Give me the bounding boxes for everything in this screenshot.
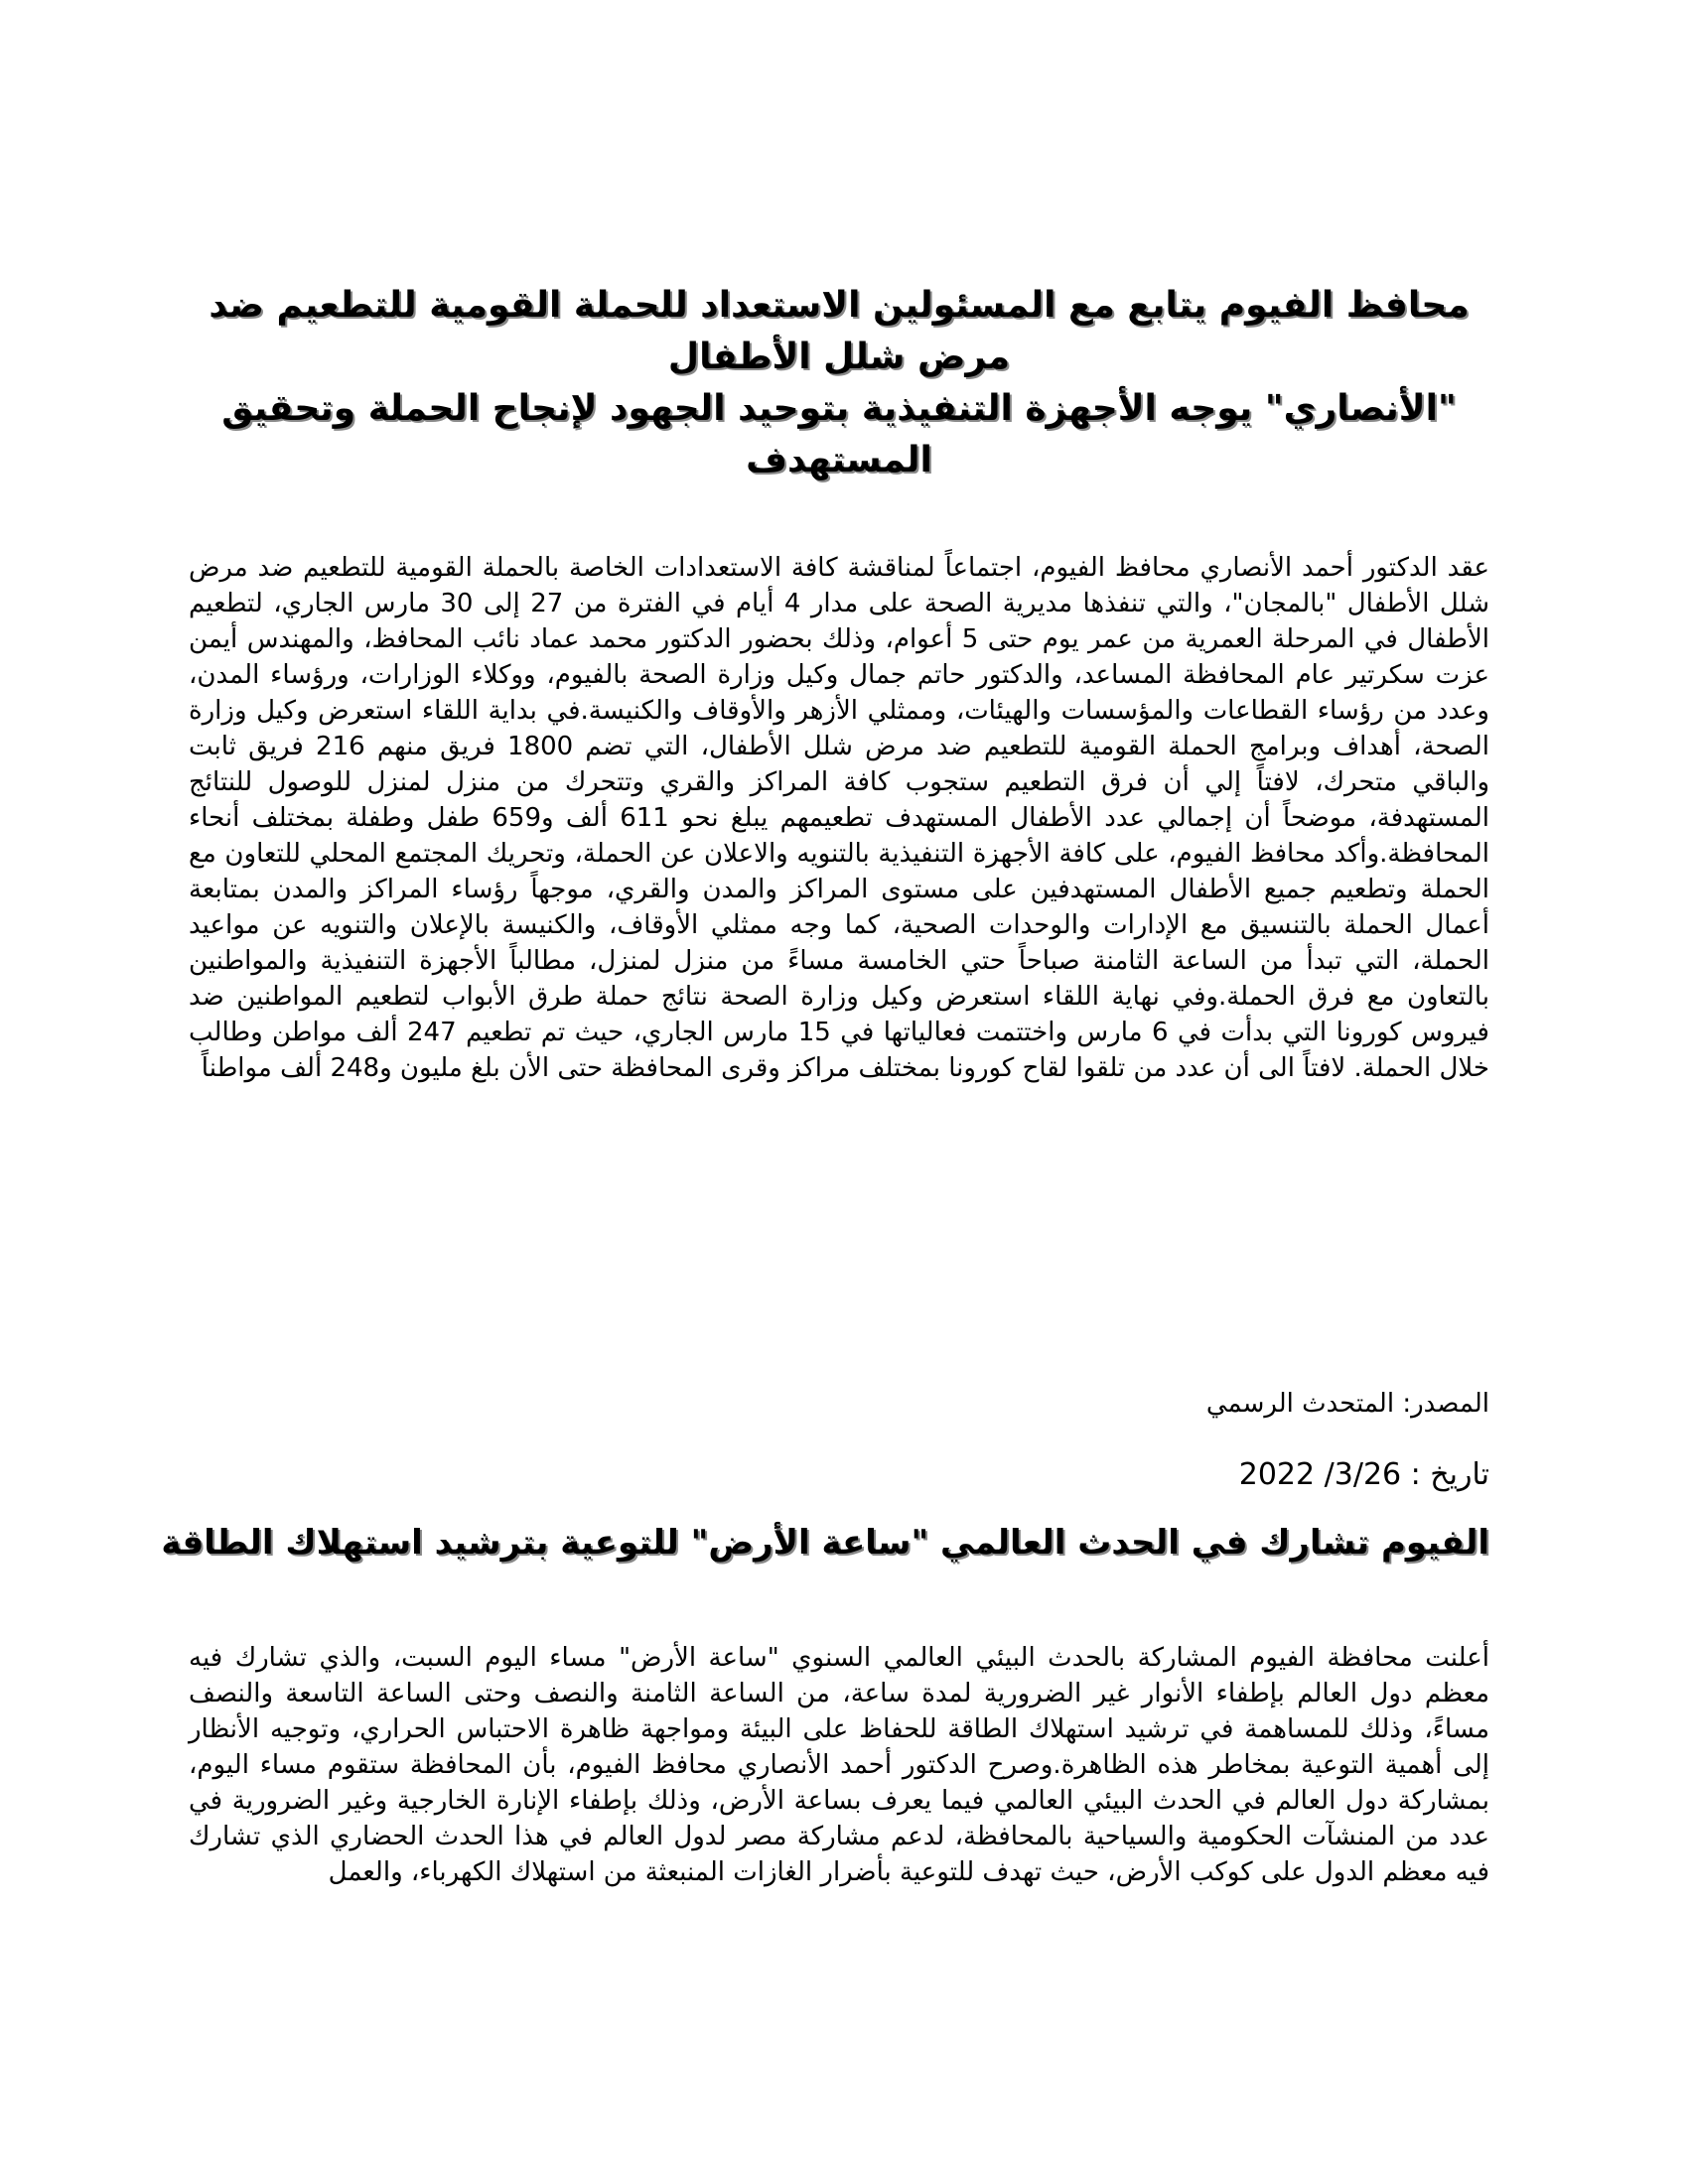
article1-body: عقد الدكتور أحمد الأنصاري محافظ الفيوم، اجتماعاً لمناقشة كافة الاستعدادات الخاصة بالحملة القومية للتطعيم ضد مرض شلل الأطفال "بالمجان"، والتي تنفذها مديرية الصحة على مدار 4 أيام في الفترة من 27 إلى 30 مارس الجاري، لتطعيم الأطفال في المرحلة العمرية من عمر يوم حتى 5 أعوام، وذلك بحضور الدكتور محمد عماد نائب المحافظ، والمهندس أيمن عزت سكرتير عام المحافظة المساعد، والدكتور حاتم جمال وكيل وزارة الصحة بالفيوم، ووكلاء الوزارات، ورؤساء المدن، وعدد من رؤساء القطاعات والمؤسسات والهيئات، وممثلي الأزهر والأوقاف والكنيسة.في بداية اللقاء استعرض وكيل وزارة الصحة، أهداف وبرامج الحملة القومية للتطعيم ضد مرض شلل الأطفال، التي تضم 1800 فريق منهم 216 فريق ثابت والباقي متحرك، لافتاً إلي أن فرق التطعيم ستجوب كافة المراكز والقري وتتحرك من منزل لمنزل للوصول للنتائج المستهدفة، موضحاً أن إجمالي عدد الأطفال المستهدف تطعيمهم يبلغ نحو 611 ألف و659 طفل وطفلة بمختلف أنحاء المحافظة.وأكد محافظ الفيوم، على كافة الأجهزة التنفيذية بالتنويه والاعلان عن الحملة، وتحريك المجتمع المحلي للتعاون مع الحملة وتطعيم جميع الأطفال المستهدفين على مستوى المراكز والمدن والقري، موجهاً رؤساء المراكز والمدن بمتابعة أعمال الحملة بالتنسيق مع الإدارات والوحدات الصحية، كما وجه ممثلي الأوقاف، والكنيسة بالإعلان والتنويه عن مواعيد الحملة، التي تبدأ من الساعة الثامنة صباحاً حتي الخامسة مساءً من منزل لمنزل، مطالباً الأجهزة التنفيذية والمواطنين بالتعاون مع فرق الحملة.وفي نهاية اللقاء استعرض وكيل وزارة الصحة نتائج حملة طرق الأبواب لتطعيم المواطنين ضد فيروس كورونا التي بدأت في 6 مارس واختتمت فعالياتها في 15 مارس الجاري، حيث تم تطعيم 247 ألف مواطن وطالب خلال الحملة. لافتاً الى أن عدد من تلقوا لقاح كورونا بمختلف مراكز وقرى المحافظة حتى الأن بلغ مليون و248 ألف مواطناً (189, 553, 1489, 1083)
article1-headline (189, 280, 1489, 486)
article1-source: المصدر: المتحدث الرسمي (1205, 1389, 1489, 1419)
article2-headline: الفيوم تشارك في الحدث العالمي "ساعة الأرض" للتوعية بترشيد استهلاك الطاقة (161, 1523, 1489, 1563)
article1-headline-line-2: "الأنصاري" يوجه الأجهزة التنفيذية بتوحيد الجهود لإنجاح الحملة وتحقيق المستهدف (221, 388, 1457, 480)
article2-body: أعلنت محافظة الفيوم المشاركة بالحدث البيئي العالمي السنوي "ساعة الأرض" مساء اليوم السبت، والذي تشارك فيه معظم دول العالم بإطفاء الأنوار غير الضرورية لمدة ساعة، من الساعة الثامنة والنصف وحتى الساعة التاسعة والنصف مساءً، وذلك للمساهمة في ترشيد استهلاك الطاقة للحفاظ على البيئة ومواجهة ظاهرة الاحتباس الحراري، وتوجيه الأنظار إلى أهمية التوعية بمخاطر هذه الظاهرة.وصرح الدكتور أحمد الأنصاري محافظ الفيوم، بأن المحافظة ستقوم مساء اليوم، بمشاركة دول العالم في الحدث البيئي العالمي فيما يعرف بساعة الأرض، وذلك بإطفاء الإنارة الخارجية وغير الضرورية في عدد من المنشآت الحكومية والسياحية بالمحافظة، لدعم مشاركة مصر لدول العالم في هذا الحدث الحضاري الذي تشارك فيه معظم الدول على كوكب الأرض، حيث تهدف للتوعية بأضرار الغازات المنبعثة من استهلاك الكهرباء، والعمل (189, 1643, 1489, 1887)
article-date: تاريخ : 3/26/ 2022 (1238, 1457, 1489, 1492)
article1-headline-line-1: محافظ الفيوم يتابع مع المسئولين الاستعداد للحملة القومية للتطعيم ضد مرض شلل الأطفال (209, 285, 1470, 377)
